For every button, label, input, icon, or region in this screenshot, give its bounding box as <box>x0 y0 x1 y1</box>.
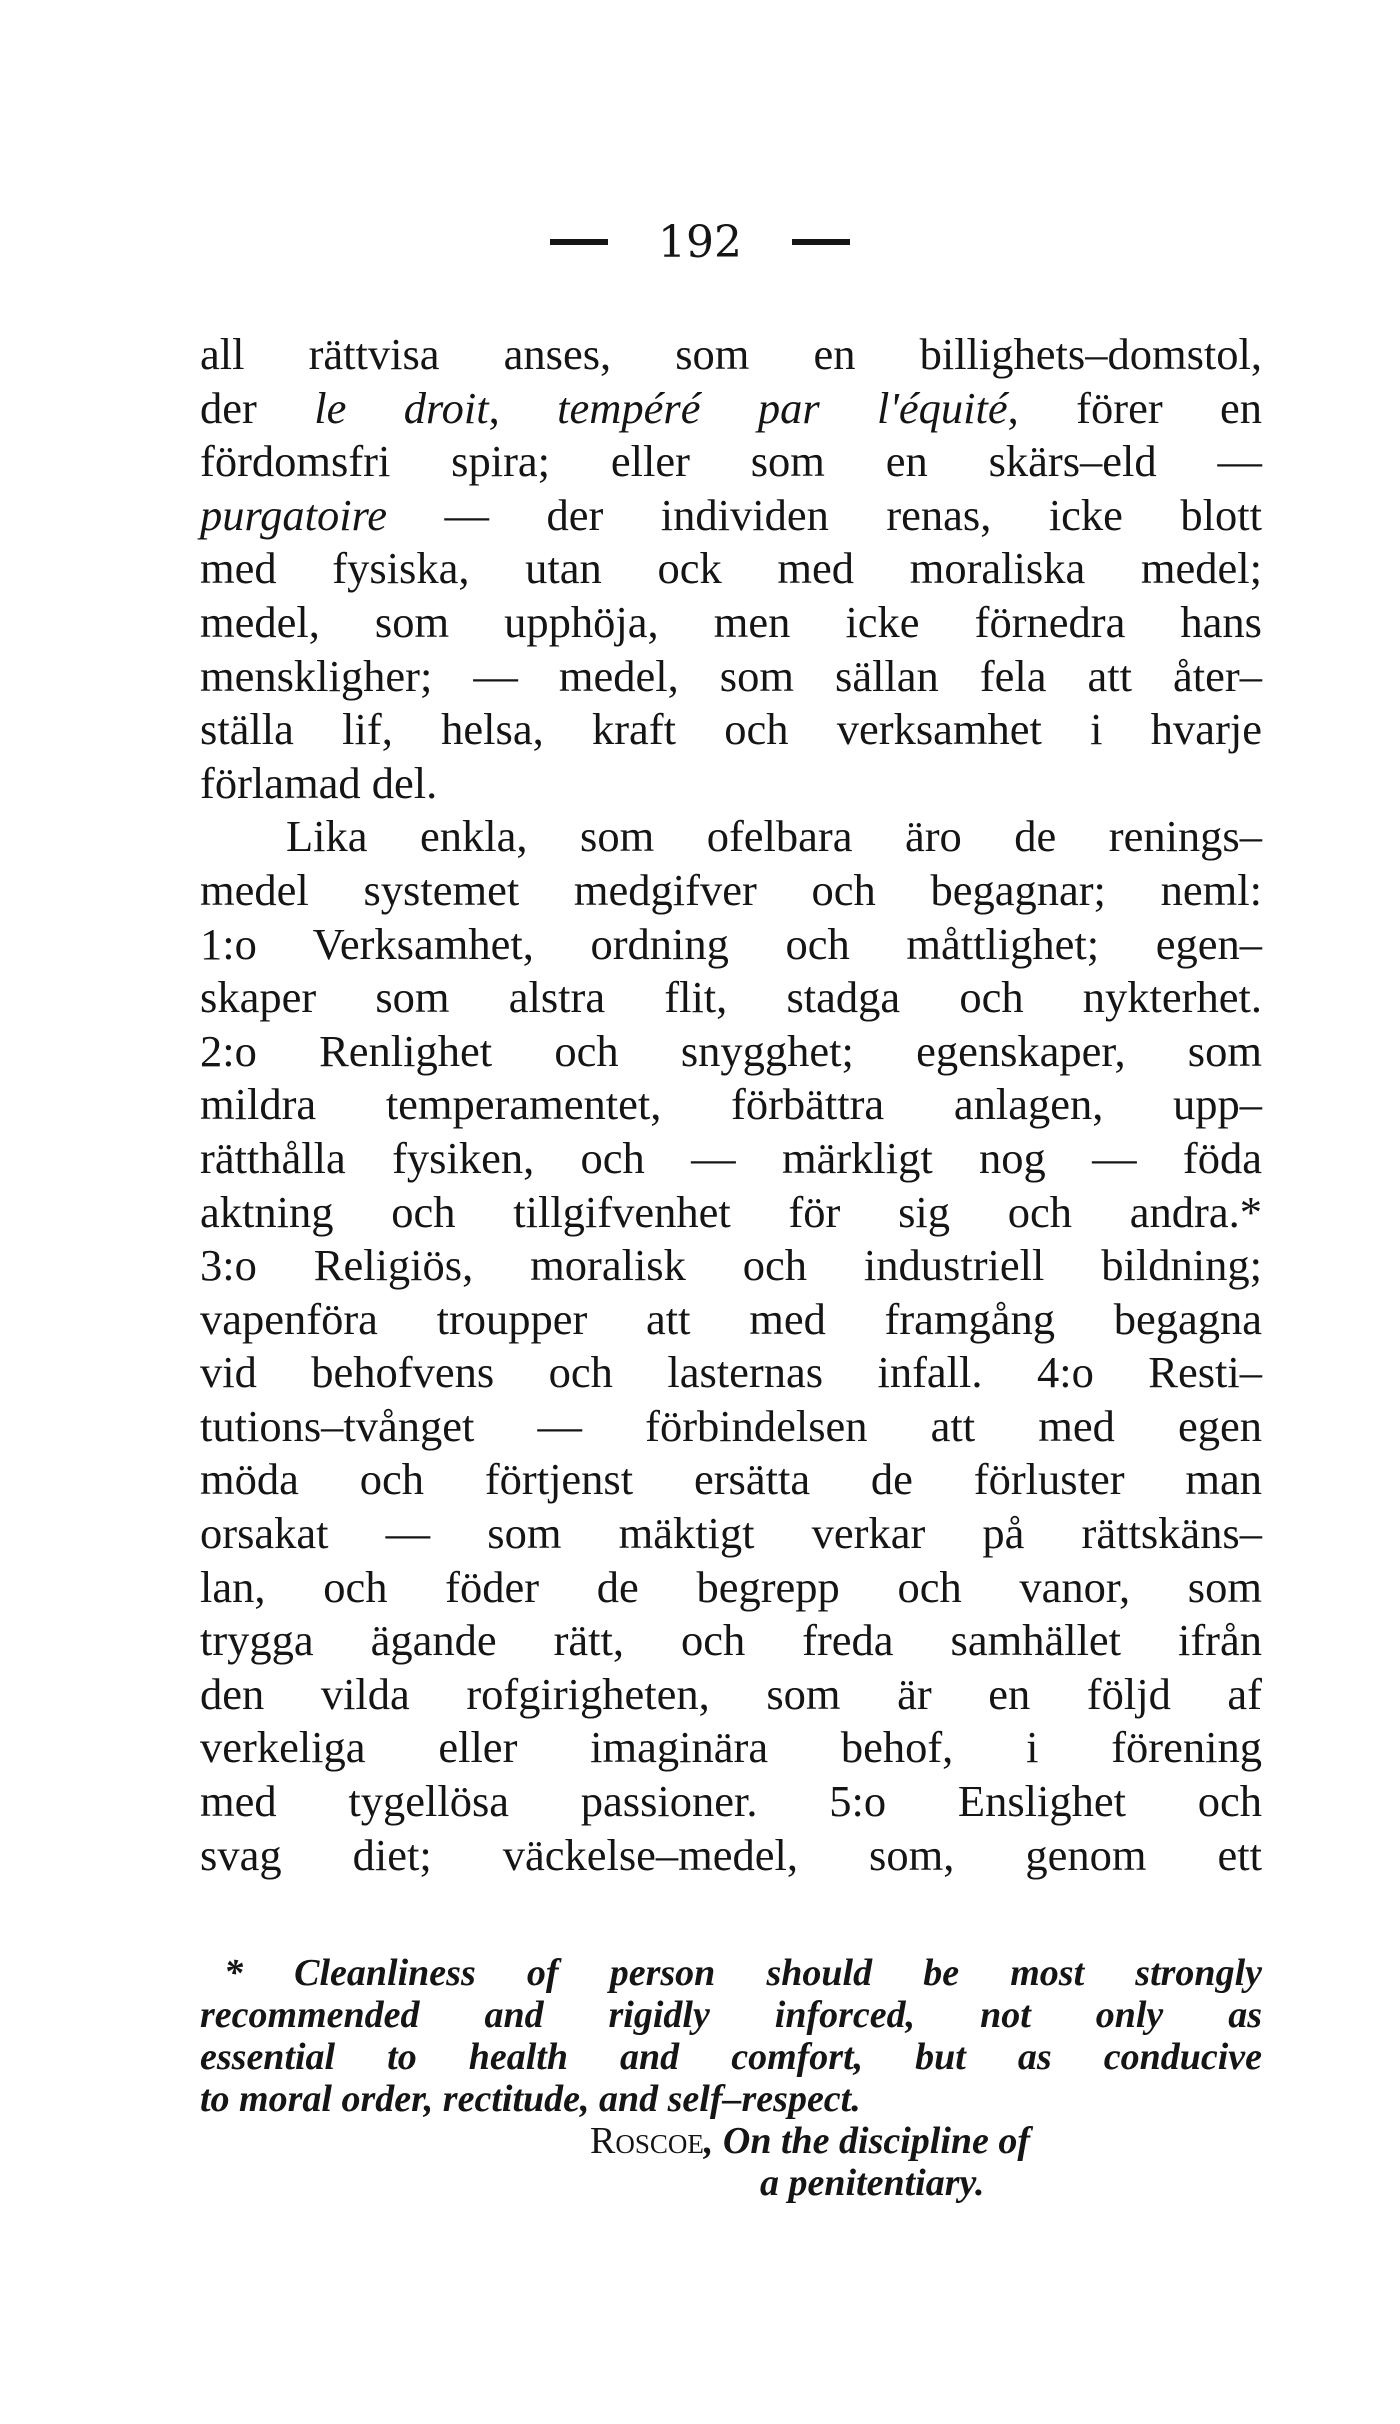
text-segment: Lika enkla, som ofelbara äro de renings– <box>286 811 1262 862</box>
text-segment: med fysiska, utan ock med moraliska medel; <box>200 543 1262 594</box>
text-segment: rätthålla fysiken, och — märkligt nog — föda <box>200 1132 1262 1183</box>
text-line <box>200 1453 1262 1507</box>
italic-phrase: le droit <box>314 382 489 433</box>
text-segment: skaper som alstra flit, stadga och nykterhet. <box>200 972 1262 1023</box>
text-line <box>200 757 1262 811</box>
text-segment: — der individen renas, icke blott <box>387 489 1262 540</box>
text-line <box>200 1239 1262 1293</box>
text-line <box>200 703 1262 757</box>
text-line <box>200 1078 1262 1132</box>
text-line <box>200 1668 1262 1722</box>
text-line <box>200 1829 1262 1883</box>
text-line <box>200 1132 1262 1186</box>
text-line <box>200 542 1262 596</box>
text-segment: vapenföra troupper att med framgång begagna <box>200 1293 1262 1344</box>
text-segment: svag diet; väckelse–medel, som, genom ett <box>200 1829 1262 1880</box>
footnote-attribution: Roscoe, On the discipline of <box>590 2120 1031 2162</box>
text-segment: vid behofvens och lasternas infall. 4:o Resti– <box>200 1347 1262 1398</box>
text-segment: all rättvisa anses, som en billighets–domstol, <box>200 329 1262 379</box>
text-line <box>200 1507 1262 1561</box>
text-line <box>200 1186 1262 1240</box>
text-line <box>200 864 1262 918</box>
footnote-source-title-cont: a penitentiary. <box>760 2162 985 2204</box>
text-segment: 1:o Verksamhet, ordning och måttlighet; egen– <box>200 918 1262 969</box>
text-line <box>200 382 1262 436</box>
text-line <box>200 596 1262 650</box>
text-line <box>200 1400 1262 1454</box>
text-segment: med tygellösa passioner. 5:o Enslighet och <box>200 1776 1262 1827</box>
text-segment: orsakat — som mäktigt verkar på rättskäns– <box>200 1508 1262 1559</box>
italic-phrase: tempéré par l'équité <box>557 382 1008 433</box>
text-segment: mildra temperamentet, förbättra anlagen, upp– <box>200 1079 1262 1130</box>
text-segment: lan, och föder de begrepp och vanor, som <box>200 1561 1262 1612</box>
text-segment: , förer en <box>1007 382 1263 433</box>
text-segment: medel, som upphöja, men icke förnedra hans <box>200 596 1262 647</box>
footnote-line: to moral order, rectitude, and self–respect. <box>200 2078 861 2120</box>
text-line <box>200 1614 1262 1668</box>
text-segment: möda och förtjenst ersätta de förluster man <box>200 1454 1262 1505</box>
text-segment: medel systemet medgifver och begagnar; neml: <box>200 864 1262 915</box>
text-segment: der <box>200 382 315 433</box>
text-line <box>200 1561 1262 1615</box>
text-segment: menskligher; — medel, som sällan fela att åter– <box>200 650 1262 701</box>
text-line <box>200 1775 1262 1829</box>
text-segment: ställa lif, helsa, kraft och verksamhet i hvarje <box>200 704 1262 755</box>
footnote-line: recommended and rigidly inforced, not only as <box>200 1994 1262 2036</box>
text-line <box>200 971 1262 1025</box>
footnote-line: essential to health and comfort, but as conducive <box>200 2036 1262 2078</box>
text-line <box>200 328 1262 382</box>
text-segment: verkeliga eller imaginära behof, i förening <box>200 1722 1262 1773</box>
page-number: 192 <box>658 217 742 268</box>
text-segment: fördomsfri spira; eller som en skärs–eld — <box>200 436 1262 487</box>
text-segment: trygga ägande rätt, och freda samhället ifrån <box>200 1615 1262 1666</box>
header-dash-left <box>550 239 608 245</box>
text-line <box>200 435 1262 489</box>
text-line <box>200 1721 1262 1775</box>
page-header <box>0 218 1400 268</box>
italic-phrase: purgatoire <box>200 489 388 540</box>
text-segment: 2:o Renlighet och snygghet; egenskaper, som <box>200 1025 1262 1076</box>
text-segment: förlamad del. <box>200 757 438 808</box>
text-segment: aktning och tillgifvenhet för sig och andra.* <box>200 1186 1262 1237</box>
footnote-line: * Cleanliness of person should be most strongly <box>224 1952 1262 1994</box>
text-line <box>200 918 1262 972</box>
text-segment: 3:o Religiös, moralisk och industriell bildning; <box>200 1240 1262 1291</box>
text-line <box>200 1025 1262 1079</box>
text-line <box>200 810 1262 864</box>
text-segment: tutions–tvånget — förbindelsen att med egen <box>200 1400 1262 1451</box>
text-line <box>200 489 1262 543</box>
text-line <box>200 650 1262 704</box>
footnote-source-title: On the discipline of <box>722 2120 1031 2162</box>
text-line <box>200 1346 1262 1400</box>
text-segment: , <box>488 382 558 433</box>
header-dash-right <box>792 239 850 245</box>
main-text <box>200 328 1262 1882</box>
footnote <box>200 1952 1262 2204</box>
text-line <box>200 1293 1262 1347</box>
footnote-author: Roscoe <box>590 2120 704 2162</box>
text-segment: den vilda rofgirigheten, som är en följd af <box>200 1668 1262 1719</box>
